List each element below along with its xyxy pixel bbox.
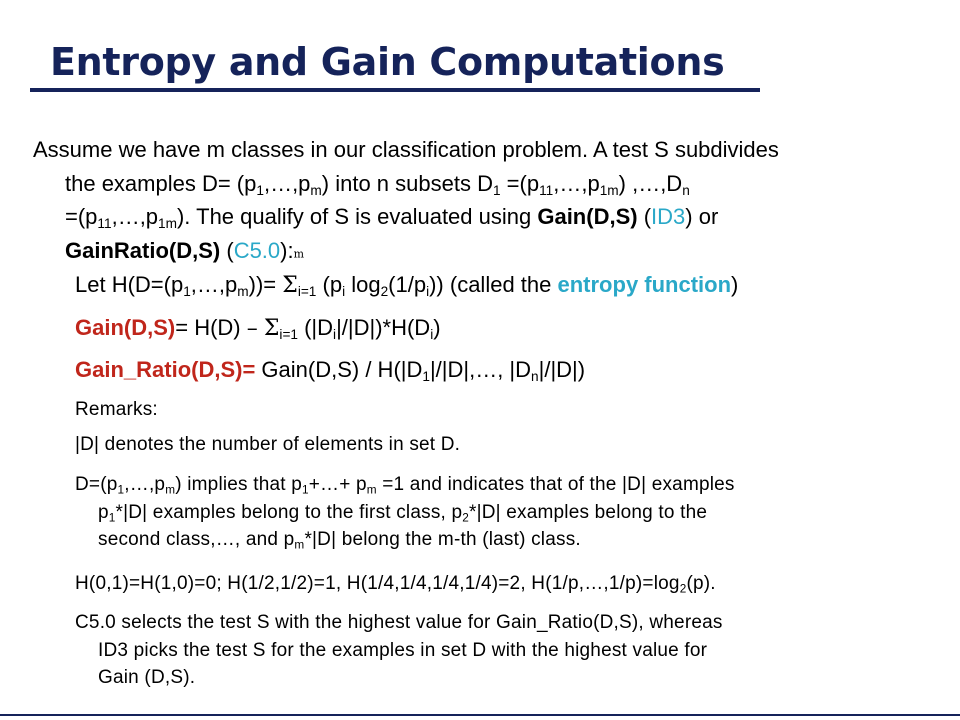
- id3-term: ID3: [651, 204, 686, 229]
- entropy-function-term: entropy function: [557, 272, 732, 297]
- remark-size: |D| denotes the number of elements in set D.: [75, 434, 461, 455]
- gain-ratio-formula: Gain_Ratio(D,S)= Gain(D,S) / $H(|D_1|/|D|,\dots$, $|D_n|/|D|$): [75, 357, 586, 384]
- gain-term: Gain(D,S): [537, 204, 638, 229]
- gain-formula: Gain(D,S)= $H(D) - \Sigma_{i=1}$ $(|D_i|/|D|)*H(D_i)$: [75, 315, 441, 342]
- remark-distribution: $D=(p_1,\dots,p_m)$ implies that $p_1+\dots+ p_m =1$ and indicates that of the |D| examples $p_1*|D|$ examples belong to the first class, $p_2*|D|$ examples belong to the second class,…, and $p_m*|D|$ belong the m-th (last) class.: [75, 474, 735, 552]
- gain-ratio-term: GainRatio(D,S): [65, 237, 221, 263]
- intro-paragraph: Assume we have m classes in our classification problem. A test S subdivides the examples $D= (p_1,\dots,p_m)$ into n subsets $D_1$ $=(p_{11},\dots,p_{1m})$ $,\dots,D_n$ $=(p_{11},\dots,p_{1m})$. The qualify of S is evaluated using Gain(D,S) (ID3) or GainRatio(D,S) (C5.0):m: [33, 137, 779, 263]
- slide-title: Entropy and Gain Computations: [50, 40, 725, 84]
- footer-rule: [0, 714, 960, 716]
- remark-algorithms: C5.0 selects the test S with the highest value for Gain_Ratio(D,S), whereas ID3 picks the test S for the examples in set D with the highest value for Gain (D,S).: [75, 612, 723, 688]
- remarks-heading: Remarks:: [75, 399, 158, 420]
- title-underline: [30, 88, 760, 92]
- remark-entropy-examples: H(0,1)=H(1,0)=0; H(1/2,1/2)=1, H(1/4,1/4,1/4,1/4)=2, $H(1/p,\dots,1/p)=\log_2(p)$.: [75, 573, 716, 596]
- entropy-definition: Let $H(D=(p_1,\dots,p_m))= \Sigma_{i=1}$ ($p_i$ $\log_2(1/p_i)$) (called the entropy function): [75, 272, 739, 299]
- c50-term: C5.0: [233, 237, 281, 263]
